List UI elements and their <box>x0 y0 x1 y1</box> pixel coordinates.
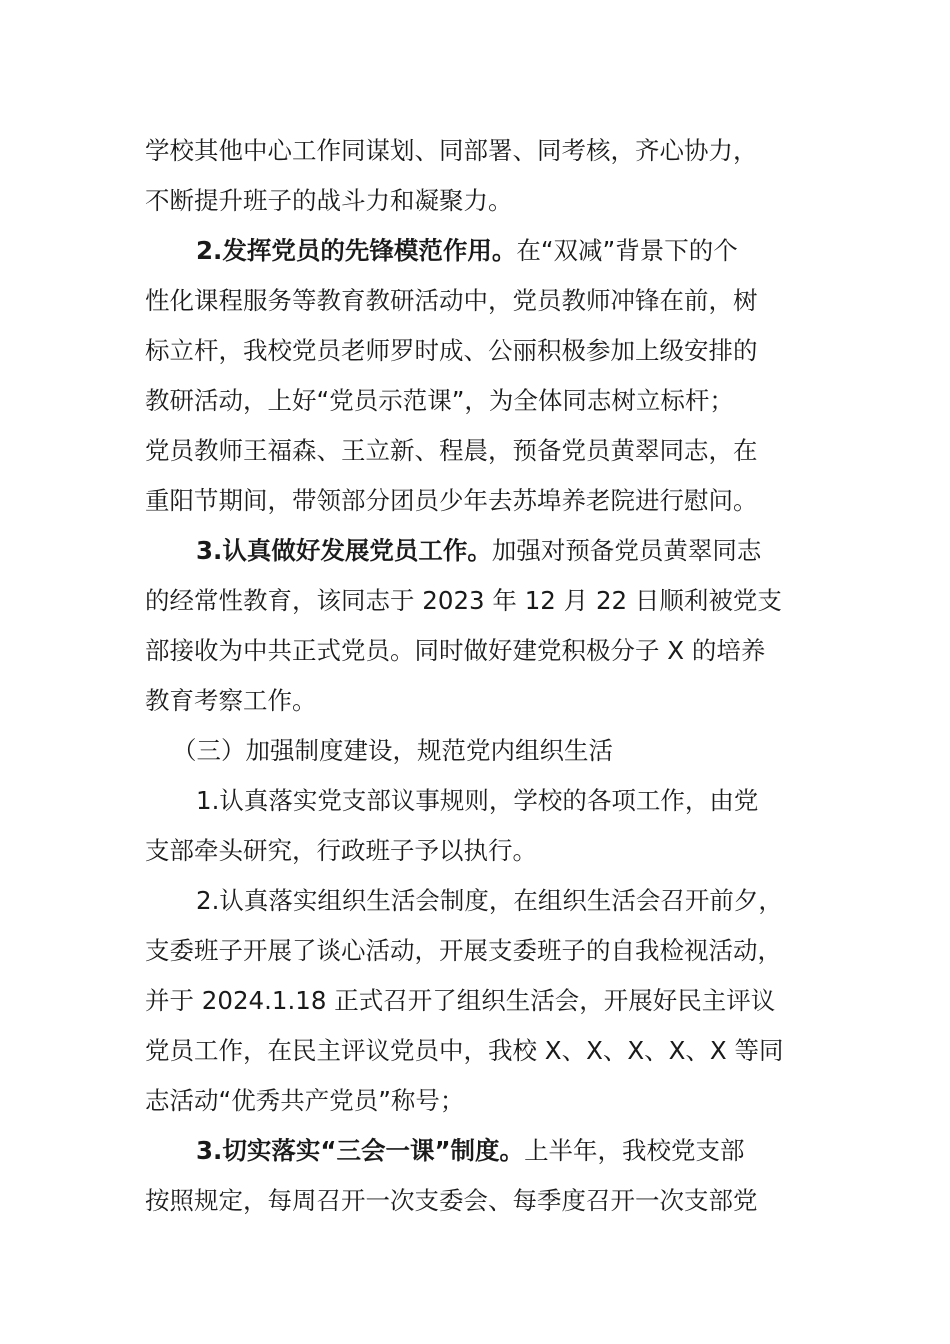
text-line: 学校其他中心工作同谋划、同部署、同考核，齐心协力， <box>145 136 758 165</box>
text-line: 标立杆，我校党员老师罗时成、公丽积极参加上级安排的 <box>145 336 758 365</box>
text-run: 加强对预备党员黄翠同志 <box>491 536 762 565</box>
paragraph-first-line <box>196 226 738 276</box>
text-run: 在“双减”背景下的个 <box>516 236 738 265</box>
text-line: 的经常性教育，该同志于 2023 年 12 月 22 日顺利被党支 <box>145 586 782 615</box>
text-line: 教研活动，上好“党员示范课”，为全体同志树立标杆； <box>145 386 734 415</box>
text-line: 党员工作，在民主评议党员中，我校 X、X、X、X、X 等同 <box>145 1036 784 1065</box>
text-line: 并于 2024.1.18 正式召开了组织生活会，开展好民主评议 <box>145 986 776 1015</box>
text-line: 2.认真落实组织生活会制度，在组织生活会召开前夕， <box>196 886 783 915</box>
text-line: 重阳节期间，带领部分团员少年去苏埠养老院进行慰问。 <box>145 486 758 515</box>
paragraph-first-line <box>196 526 761 576</box>
bold-lead-heading: 3.切实落实“三会一课”制度。 <box>196 1136 525 1165</box>
text-run: 上半年，我校党支部 <box>524 1136 745 1165</box>
text-line: 教育考察工作。 <box>145 686 317 715</box>
text-line: 党员教师王福森、王立新、程晨，预备党员黄翠同志，在 <box>145 436 758 465</box>
text-line: 1.认真落实党支部议事规则，学校的各项工作，由党 <box>196 786 759 815</box>
text-line: 志活动“优秀共产党员”称号； <box>145 1086 465 1115</box>
bold-lead-heading: 3.认真做好发展党员工作。 <box>196 536 492 565</box>
text-line: 支部牵头研究，行政班子予以执行。 <box>145 836 537 865</box>
text-line: 支委班子开展了谈心活动，开展支委班子的自我检视活动， <box>145 936 782 965</box>
text-line: 不断提升班子的战斗力和凝聚力。 <box>145 186 513 215</box>
paragraph-first-line <box>196 1126 745 1176</box>
text-line: 部接收为中共正式党员。同时做好建党积极分子 X 的培养 <box>145 636 766 665</box>
text-line: 按照规定，每周召开一次支委会、每季度召开一次支部党 <box>145 1186 758 1215</box>
text-line: 性化课程服务等教育教研活动中，党员教师冲锋在前，树 <box>145 286 758 315</box>
section-heading: （三）加强制度建设，规范党内组织生活 <box>172 736 613 765</box>
bold-lead-heading: 2.发挥党员的先锋模范作用。 <box>196 236 517 265</box>
